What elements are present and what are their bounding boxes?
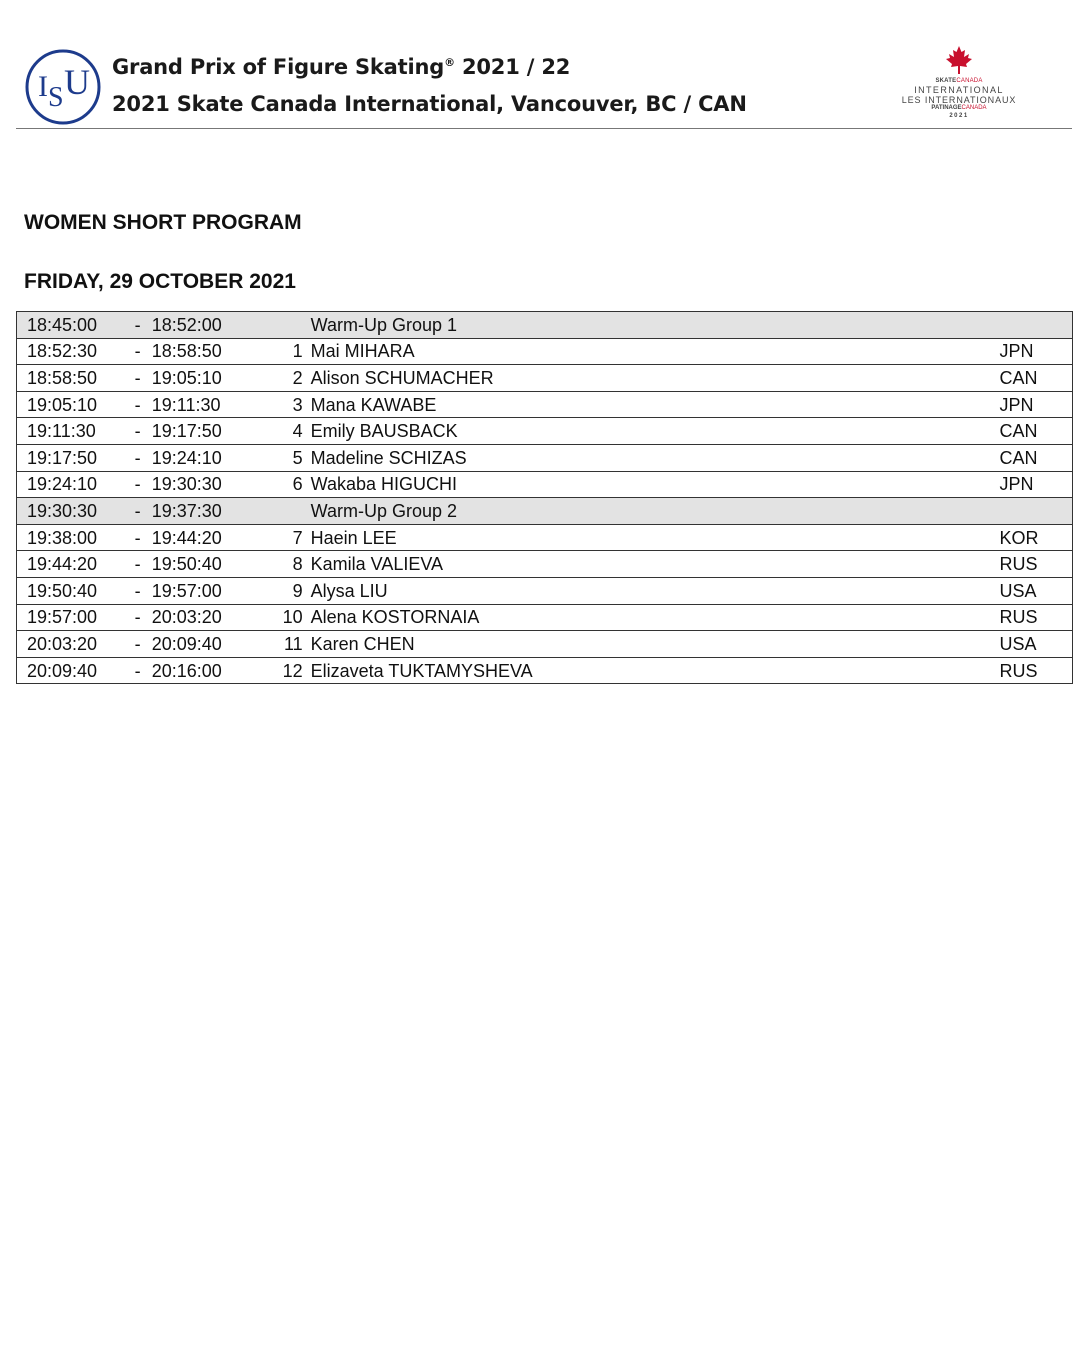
skater-name: Madeline SCHIZAS	[311, 444, 1000, 471]
schedule-body	[17, 312, 1073, 684]
start-number	[264, 498, 310, 525]
start-time: 20:03:20	[17, 631, 124, 658]
start-number: 6	[264, 471, 310, 498]
time-separator: -	[124, 418, 152, 445]
end-time: 20:16:00	[152, 657, 265, 684]
time-separator: -	[124, 631, 152, 658]
time-separator: -	[124, 391, 152, 418]
end-time: 19:30:30	[152, 471, 265, 498]
skater-name: Mana KAWABE	[311, 391, 1000, 418]
nation-code: JPN	[1000, 391, 1073, 418]
start-time: 19:05:10	[17, 391, 124, 418]
start-time: 19:57:00	[17, 604, 124, 631]
skater-row	[17, 551, 1073, 578]
start-number: 1	[264, 338, 310, 365]
end-time: 20:09:40	[152, 631, 265, 658]
skater-name: Alena KOSTORNAIA	[311, 604, 1000, 631]
time-separator: -	[124, 498, 152, 525]
end-time: 19:37:30	[152, 498, 265, 525]
nation-code: JPN	[1000, 471, 1073, 498]
end-time: 19:05:10	[152, 365, 265, 392]
nation-code: CAN	[1000, 365, 1073, 392]
end-time: 20:03:20	[152, 604, 265, 631]
start-time: 19:38:00	[17, 524, 124, 551]
warmup-row	[17, 312, 1073, 339]
end-time: 19:24:10	[152, 444, 265, 471]
start-time: 19:30:30	[17, 498, 124, 525]
nation-code: JPN	[1000, 338, 1073, 365]
nation-code: RUS	[1000, 657, 1073, 684]
skater-row	[17, 338, 1073, 365]
warmup-label: Warm-Up Group 2	[311, 498, 1000, 525]
nation-code: CAN	[1000, 418, 1073, 445]
skater-name: Elizaveta TUKTAMYSHEVA	[311, 657, 1000, 684]
time-separator: -	[124, 577, 152, 604]
skater-name: Emily BAUSBACK	[311, 418, 1000, 445]
nation-code	[1000, 312, 1073, 339]
skater-name: Wakaba HIGUCHI	[311, 471, 1000, 498]
time-separator: -	[124, 551, 152, 578]
time-separator: -	[124, 365, 152, 392]
start-number: 4	[264, 418, 310, 445]
svg-text:I: I	[38, 70, 48, 103]
start-time: 19:24:10	[17, 471, 124, 498]
skater-name: Kamila VALIEVA	[311, 551, 1000, 578]
event-title: 2021 Skate Canada International, Vancouver, BC / CAN	[112, 92, 747, 116]
skater-row	[17, 471, 1073, 498]
skater-row	[17, 444, 1073, 471]
end-time: 19:11:30	[152, 391, 265, 418]
skater-row	[17, 604, 1073, 631]
start-number: 5	[264, 444, 310, 471]
start-time: 19:17:50	[17, 444, 124, 471]
start-number: 7	[264, 524, 310, 551]
skater-name: Alison SCHUMACHER	[311, 365, 1000, 392]
nation-code: RUS	[1000, 604, 1073, 631]
schedule-table	[16, 311, 1073, 684]
start-number: 3	[264, 391, 310, 418]
end-time: 19:17:50	[152, 418, 265, 445]
nation-code: USA	[1000, 577, 1073, 604]
skater-row	[17, 391, 1073, 418]
isu-logo-icon	[24, 48, 102, 126]
skater-row	[17, 657, 1073, 684]
time-separator: -	[124, 338, 152, 365]
skater-name: Alysa LIU	[311, 577, 1000, 604]
skater-row	[17, 577, 1073, 604]
time-separator: -	[124, 471, 152, 498]
warmup-label: Warm-Up Group 1	[311, 312, 1000, 339]
skate-canada-logo: SKATECANADA INTERNATIONAL LES INTERNATIONAUX PATINAGECANADA 2021	[898, 44, 1020, 128]
date-title: FRIDAY, 29 OCTOBER 2021	[24, 270, 296, 293]
skater-row	[17, 365, 1073, 392]
time-separator: -	[124, 604, 152, 631]
warmup-row	[17, 498, 1073, 525]
time-separator: -	[124, 657, 152, 684]
time-separator: -	[124, 444, 152, 471]
document-header	[0, 0, 1080, 130]
maple-leaf-icon	[944, 44, 974, 78]
skater-name: Haein LEE	[311, 524, 1000, 551]
end-time: 19:57:00	[152, 577, 265, 604]
start-number: 9	[264, 577, 310, 604]
nation-code	[1000, 498, 1073, 525]
competition-series-title: Grand Prix of Figure Skating® 2021 / 22	[112, 55, 571, 79]
nation-code: CAN	[1000, 444, 1073, 471]
time-separator: -	[124, 524, 152, 551]
skater-row	[17, 418, 1073, 445]
start-number	[264, 312, 310, 339]
time-separator: -	[124, 312, 152, 339]
header-divider	[16, 128, 1072, 129]
start-time: 19:50:40	[17, 577, 124, 604]
skater-row	[17, 524, 1073, 551]
skater-name: Karen CHEN	[311, 631, 1000, 658]
start-time: 19:11:30	[17, 418, 124, 445]
svg-text:S: S	[48, 82, 64, 113]
nation-code: KOR	[1000, 524, 1073, 551]
start-number: 12	[264, 657, 310, 684]
nation-code: RUS	[1000, 551, 1073, 578]
skater-name: Mai MIHARA	[311, 338, 1000, 365]
start-number: 11	[264, 631, 310, 658]
start-number: 8	[264, 551, 310, 578]
end-time: 19:44:20	[152, 524, 265, 551]
start-time: 18:52:30	[17, 338, 124, 365]
start-time: 20:09:40	[17, 657, 124, 684]
start-time: 18:45:00	[17, 312, 124, 339]
svg-text:U: U	[64, 62, 90, 102]
skater-row	[17, 631, 1073, 658]
start-number: 10	[264, 604, 310, 631]
section-title: WOMEN SHORT PROGRAM	[24, 211, 302, 234]
end-time: 19:50:40	[152, 551, 265, 578]
start-time: 18:58:50	[17, 365, 124, 392]
end-time: 18:58:50	[152, 338, 265, 365]
start-number: 2	[264, 365, 310, 392]
start-time: 19:44:20	[17, 551, 124, 578]
nation-code: USA	[1000, 631, 1073, 658]
end-time: 18:52:00	[152, 312, 265, 339]
